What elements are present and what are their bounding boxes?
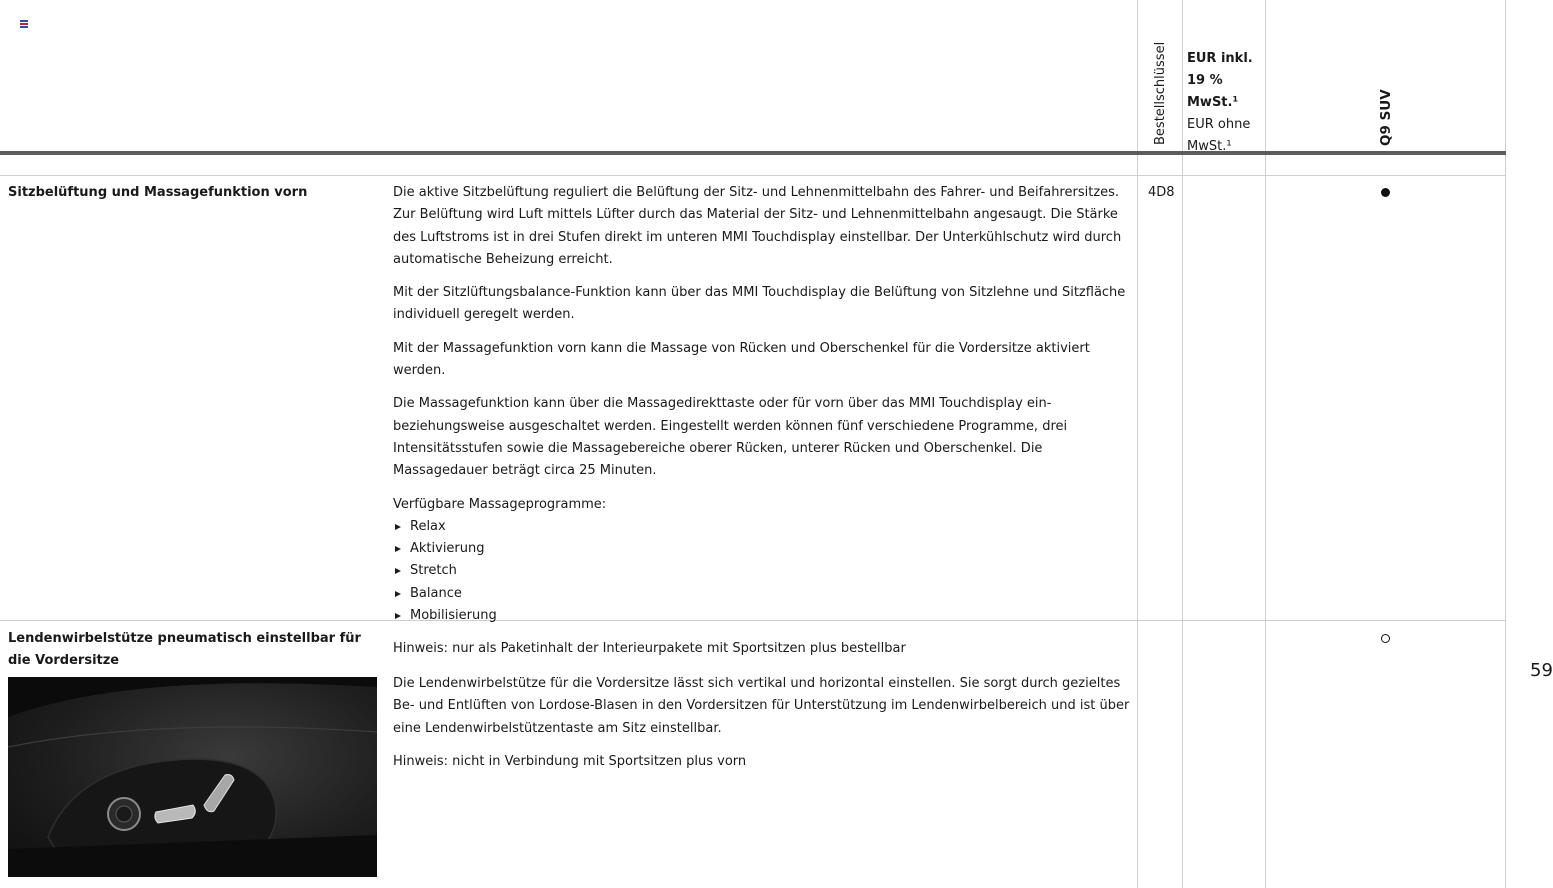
price-excl-line2: MwSt.¹	[1187, 139, 1232, 154]
price-incl-line2: 19 % MwSt.¹	[1187, 73, 1239, 110]
column-divider	[1265, 0, 1266, 888]
list-item	[393, 560, 1131, 582]
page-number: 59	[1530, 660, 1553, 681]
column-divider	[1505, 0, 1506, 888]
row-description	[393, 182, 1131, 661]
bullet-triangle-icon	[395, 568, 401, 574]
paragraph: Die Massagefunktion kann über die Massagedirekttaste oder für vorn über das MMI Touchdisplay ein- beziehungsweise ausgeschaltet werden. Eingestellt werden können fünf verschiedene Programme, drei Intensitätsstufen sowie die Massagebereiche oberer Rücken, unterer Rücken und Oberschenkel. Die Massagedauer beträgt circa 25 Minuten.	[393, 396, 1068, 479]
bullet-triangle-icon	[395, 591, 401, 597]
list-item	[393, 538, 1131, 560]
list-item-label: Balance	[410, 585, 462, 601]
row-title: Lendenwirbelstütze pneumatisch einstellbar für die Vordersitze	[8, 631, 361, 668]
flag-icon	[20, 20, 28, 28]
standard-equipment-dot-icon	[1381, 188, 1390, 197]
program-list	[393, 516, 1131, 627]
row-note: Hinweis: nur als Paketinhalt der Interieurpakete mit Sportsitzen plus bestellbar	[393, 641, 906, 657]
list-item-label: Relax	[410, 518, 446, 534]
paragraph: Mit der Massagefunktion vorn kann die Massage von Rücken und Oberschenkel für die Vordersitze aktiviert werden.	[393, 340, 1090, 379]
column-header-price	[1187, 48, 1265, 158]
header-rule	[0, 151, 1506, 155]
bullet-triangle-icon	[395, 546, 401, 552]
paragraph: Die Lendenwirbelstütze für die Vordersitze lässt sich vertikal und horizontal einstellen. Sie sorgt durch gezieltes Be- und Entlüften von Lordose-Blasen in den Vordersitzen für Unterstützung im Lendenwirbelbereich und ist über eine Lendenwirbelstützentaste am Sitz einstellbar.	[393, 676, 1130, 736]
paragraph: Mit der Sitzlüftungsbalance-Funktion kann über das MMI Touchdisplay die Belüftung von Sitzlehne und Sitzfläche individuell geregelt werden.	[393, 285, 1126, 323]
order-code: 4D8	[1148, 185, 1175, 200]
list-item	[393, 583, 1131, 605]
column-header-code: Bestellschlüssel	[1153, 41, 1168, 145]
seat-controls-illustration	[8, 677, 377, 877]
row-note: Hinweis: nicht in Verbindung mit Sportsitzen plus vorn	[393, 753, 747, 769]
row-description	[393, 673, 1131, 773]
list-item-label: Aktivierung	[410, 541, 485, 557]
paragraph: Die aktive Sitzbelüftung reguliert die Belüftung der Sitz- und Lehnenmittelbahn des Fahrer- und Beifahrersitzes. Zur Belüftung wird Luft mittels Lüfter durch das Material der Sitz- und Lehnenmittelbahn angesaugt. Die Stärke des Luftstroms ist in drei Stufen direkt im unteren MMI Touchdisplay einstellbar. Der Unterkühlschutz wird durch automatische Beheizung erreicht.	[393, 185, 1122, 267]
column-divider	[1182, 0, 1183, 888]
price-incl-line1: EUR inkl.	[1187, 51, 1253, 66]
bullet-triangle-icon	[395, 613, 401, 619]
list-intro: Verfügbare Massageprogramme:	[393, 496, 607, 512]
row-title: Sitzbelüftung und Massagefunktion vorn	[8, 185, 308, 200]
list-item	[393, 605, 1131, 627]
list-item-label: Mobilisierung	[410, 608, 497, 624]
price-excl-line1: EUR ohne	[1187, 117, 1251, 132]
bullet-triangle-icon	[395, 524, 401, 530]
column-header-model: Q9 SUV	[1378, 89, 1394, 146]
optional-equipment-circle-icon	[1381, 634, 1390, 643]
column-divider	[1137, 0, 1138, 888]
lumbar-seat-photo	[8, 677, 377, 877]
list-item-label: Stretch	[410, 563, 457, 579]
row-divider	[0, 175, 1506, 176]
list-item	[393, 516, 1131, 538]
